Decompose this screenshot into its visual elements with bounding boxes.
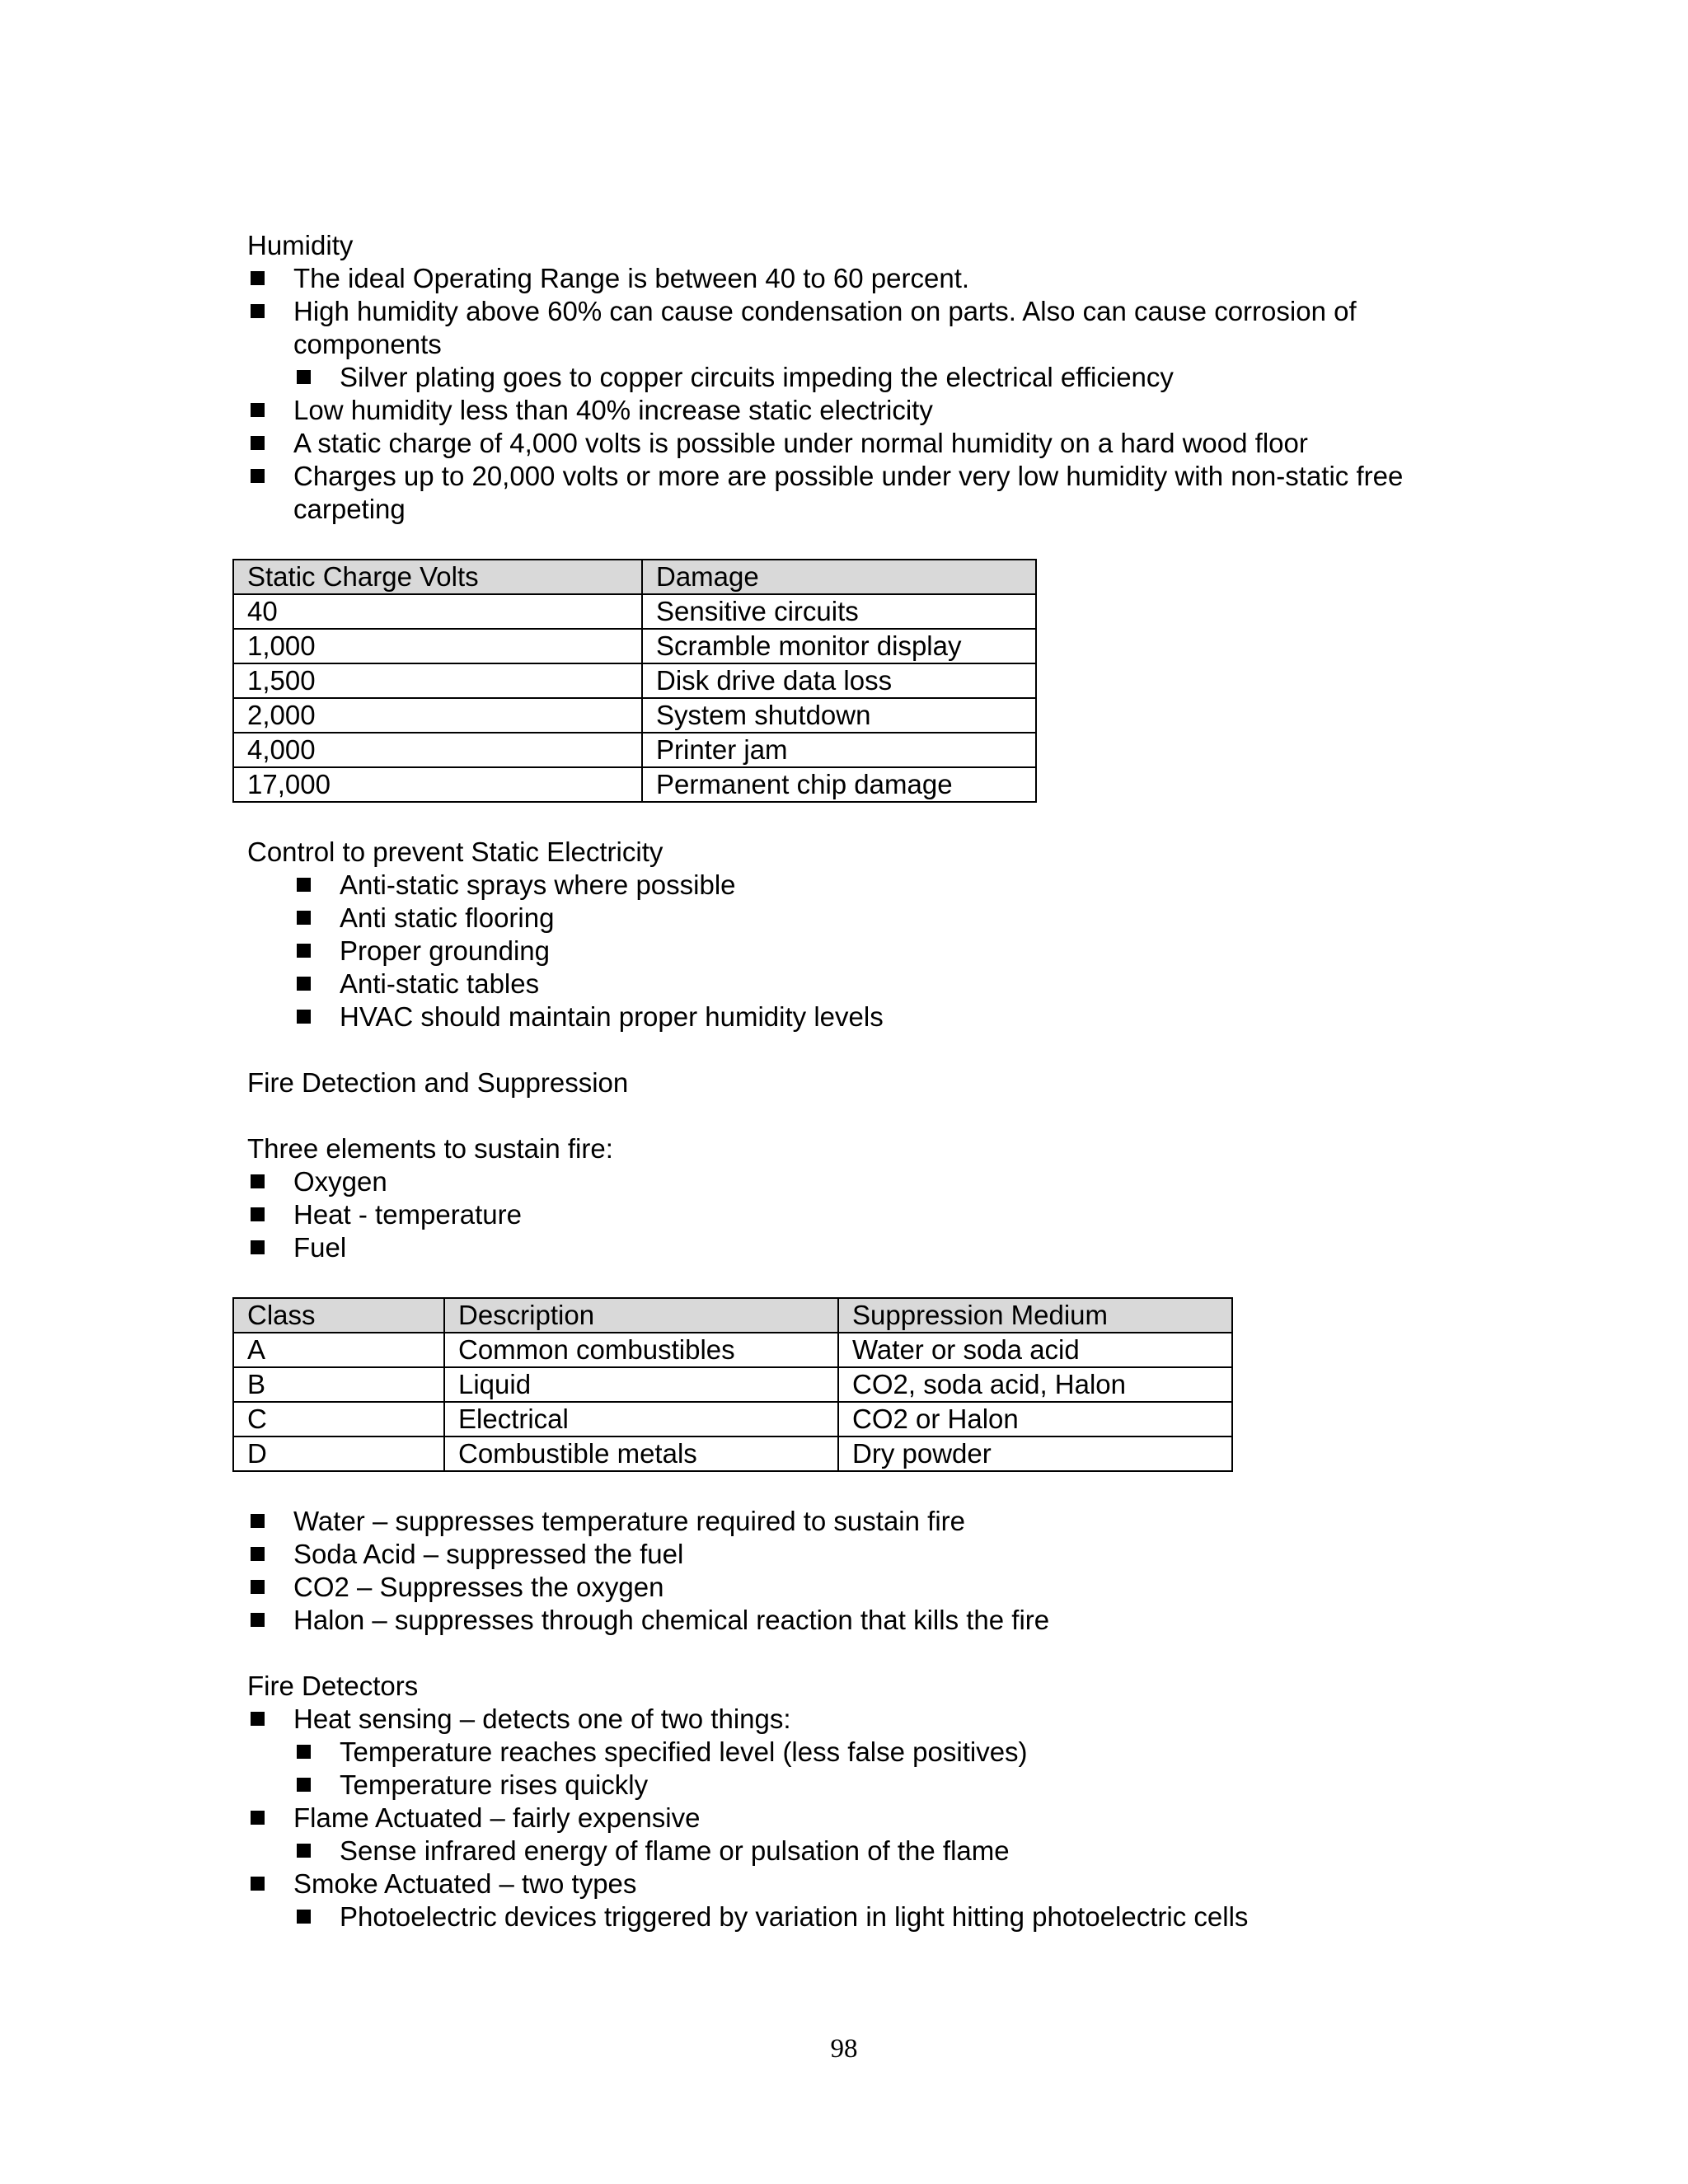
table-cell: Water or soda acid — [838, 1333, 1232, 1367]
table-cell: Sensitive circuits — [642, 594, 1036, 629]
table-cell: 1,500 — [233, 663, 642, 698]
list-item: Temperature rises quickly — [293, 1769, 1451, 1802]
list-item — [247, 1868, 1451, 1933]
table-header-row — [233, 560, 1036, 594]
fire-class-table — [232, 1297, 1233, 1472]
list-item: Anti-static tables — [247, 968, 1451, 1001]
table-row — [233, 594, 1036, 629]
table-row — [233, 1367, 1232, 1402]
list-item: Anti static flooring — [247, 902, 1451, 935]
list-item: Sense infrared energy of flame or pulsation of the flame — [293, 1835, 1451, 1868]
list-item — [247, 295, 1451, 394]
table-cell: Electrical — [444, 1402, 838, 1436]
fire-detectors-heading: Fire Detectors — [247, 1671, 419, 1701]
table-cell: C — [233, 1402, 444, 1436]
suppression-list — [247, 1505, 1451, 1637]
list-item: Silver plating goes to copper circuits impeding the electrical efficiency — [293, 361, 1451, 394]
table-cell: D — [233, 1436, 444, 1471]
table-row — [233, 767, 1036, 802]
list-item: Temperature reaches specified level (less false positives) — [293, 1736, 1451, 1769]
table-cell: Printer jam — [642, 733, 1036, 767]
table-cell: Common combustibles — [444, 1333, 838, 1367]
fire-heading: Fire Detection and Suppression — [247, 1067, 629, 1098]
table-row — [233, 663, 1036, 698]
table-cell: 40 — [233, 594, 642, 629]
table-header-row — [233, 1298, 1232, 1333]
list-item: Oxygen — [247, 1165, 1451, 1198]
humidity-sublist — [293, 361, 1451, 394]
list-item: Soda Acid – suppressed the fuel — [247, 1538, 1451, 1571]
table-cell: Scramble monitor display — [642, 629, 1036, 663]
table-cell: 2,000 — [233, 698, 642, 733]
page-number: 98 — [830, 2034, 858, 2064]
column-header: Description — [444, 1298, 838, 1333]
table-cell: Liquid — [444, 1367, 838, 1402]
list-item-text: Flame Actuated – fairly expensive — [293, 1802, 701, 1833]
table-cell: A — [233, 1333, 444, 1367]
table-cell: CO2, soda acid, Halon — [838, 1367, 1232, 1402]
list-item: Water – suppresses temperature required to sustain fire — [247, 1505, 1451, 1538]
table-cell: Permanent chip damage — [642, 767, 1036, 802]
smoke-actuated-sublist — [293, 1900, 1451, 1933]
list-item-text: Smoke Actuated – two types — [293, 1868, 637, 1899]
list-item: Anti-static sprays where possible — [247, 869, 1451, 902]
static-control-heading: Control to prevent Static Electricity — [247, 837, 663, 867]
list-item — [247, 1703, 1451, 1802]
table-cell: System shutdown — [642, 698, 1036, 733]
table-cell: Disk drive data loss — [642, 663, 1036, 698]
column-header: Damage — [642, 560, 1036, 594]
heat-sensing-sublist — [293, 1736, 1451, 1802]
table-cell: Combustible metals — [444, 1436, 838, 1471]
table-row — [233, 629, 1036, 663]
table-cell: 1,000 — [233, 629, 642, 663]
list-item: Halon – suppresses through chemical reaction that kills the fire — [247, 1604, 1451, 1637]
column-header: Static Charge Volts — [233, 560, 642, 594]
static-charge-table — [232, 559, 1037, 803]
page-content — [247, 229, 1451, 1933]
list-item: Low humidity less than 40% increase static electricity — [247, 394, 1451, 427]
humidity-heading: Humidity — [247, 230, 354, 260]
table-row — [233, 698, 1036, 733]
humidity-list — [247, 262, 1451, 526]
list-item: A static charge of 4,000 volts is possible under normal humidity on a hard wood floor — [247, 427, 1451, 460]
list-item — [247, 1802, 1451, 1868]
list-item: Charges up to 20,000 volts or more are possible under very low humidity with non-static free carpeting — [247, 460, 1451, 526]
table-cell: 4,000 — [233, 733, 642, 767]
flame-actuated-sublist — [293, 1835, 1451, 1868]
table-row — [233, 1402, 1232, 1436]
list-item: Proper grounding — [247, 935, 1451, 968]
table-row — [233, 1436, 1232, 1471]
list-item: Fuel — [247, 1231, 1451, 1264]
table-cell: 17,000 — [233, 767, 642, 802]
static-control-list — [247, 869, 1451, 1033]
fire-detectors-list — [247, 1703, 1451, 1933]
list-item: CO2 – Suppresses the oxygen — [247, 1571, 1451, 1604]
list-item: The ideal Operating Range is between 40 to 60 percent. — [247, 262, 1451, 295]
list-item-text: High humidity above 60% can cause condensation on parts. Also can cause corrosion of components — [293, 296, 1357, 359]
fire-elements-heading: Three elements to sustain fire: — [247, 1133, 613, 1164]
table-cell: B — [233, 1367, 444, 1402]
table-row — [233, 733, 1036, 767]
list-item: HVAC should maintain proper humidity levels — [247, 1001, 1451, 1033]
fire-elements-list — [247, 1165, 1451, 1264]
table-cell: CO2 or Halon — [838, 1402, 1232, 1436]
column-header: Suppression Medium — [838, 1298, 1232, 1333]
list-item: Heat - temperature — [247, 1198, 1451, 1231]
table-cell: Dry powder — [838, 1436, 1232, 1471]
table-row — [233, 1333, 1232, 1367]
column-header: Class — [233, 1298, 444, 1333]
list-item: Photoelectric devices triggered by variation in light hitting photoelectric cells — [293, 1900, 1451, 1933]
list-item-text: Heat sensing – detects one of two things: — [293, 1704, 791, 1734]
